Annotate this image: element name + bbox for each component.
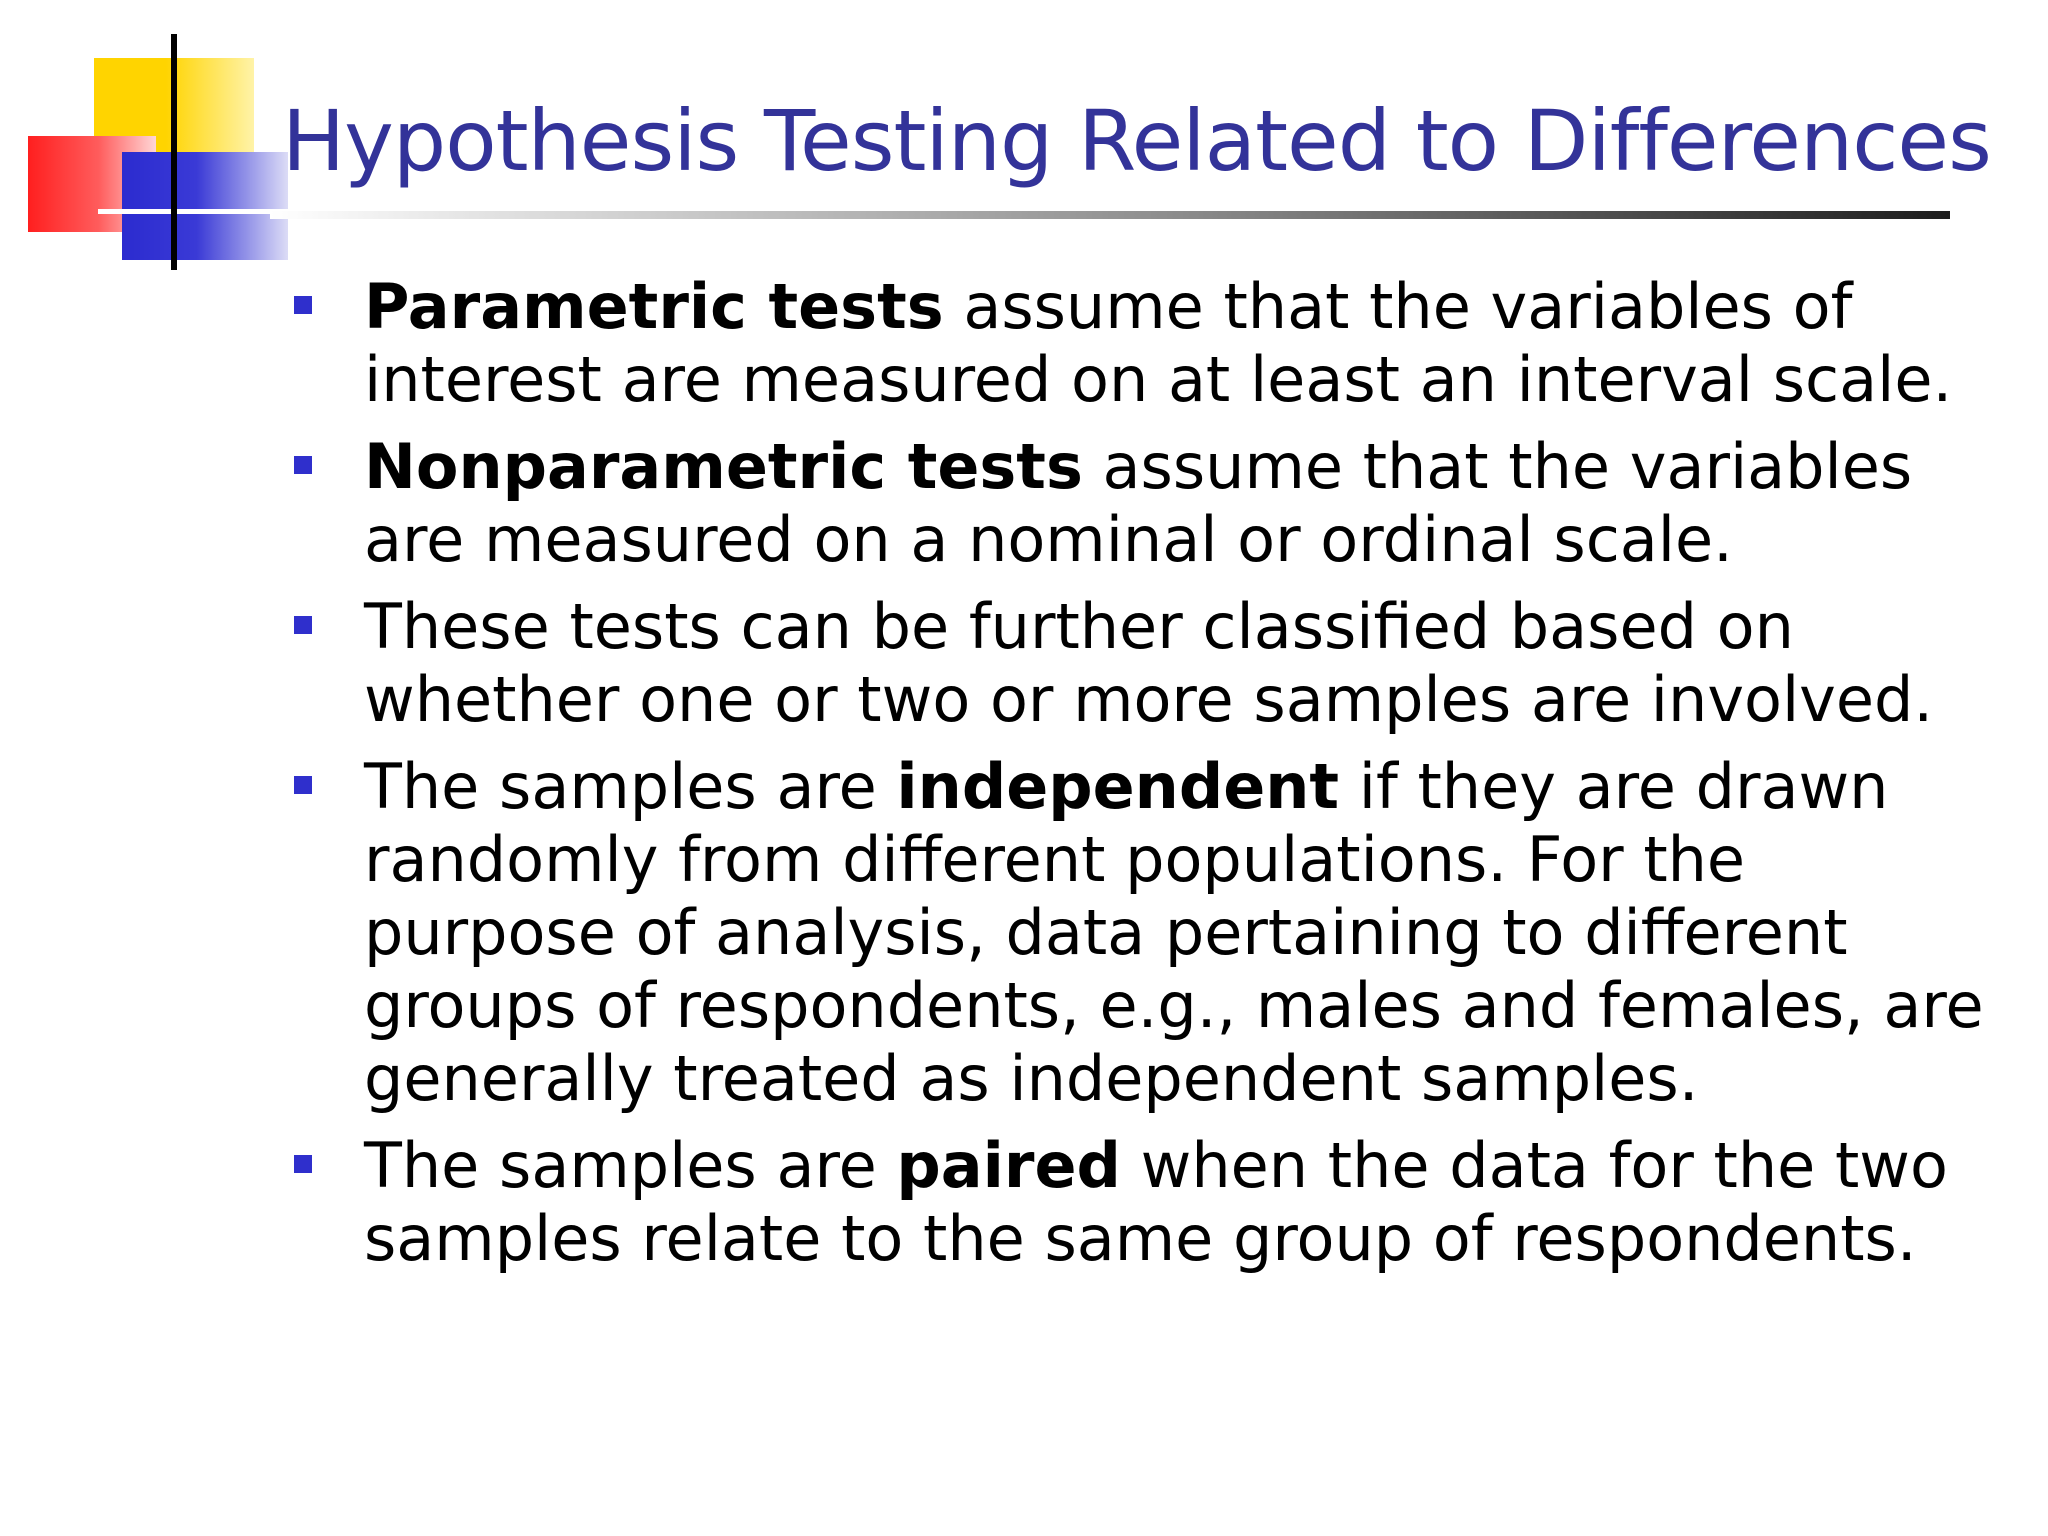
square-bullet-icon xyxy=(294,296,312,314)
bullet-bold-term: independent xyxy=(896,750,1340,823)
square-bullet-icon xyxy=(294,616,312,634)
bullet-item xyxy=(288,590,2008,736)
bullet-list xyxy=(288,270,2008,1289)
blue-square-decoration xyxy=(122,152,288,260)
bullet-bold-term: Nonparametric tests xyxy=(364,430,1083,503)
square-bullet-icon xyxy=(294,456,312,474)
bullet-pre-text: These tests can be further classified based on whether one or two or more samples are involved. xyxy=(364,590,1934,736)
bullet-item xyxy=(288,1129,2008,1275)
square-bullet-icon xyxy=(294,1155,312,1173)
bullet-text xyxy=(364,750,1984,1115)
bullet-bold-term: Parametric tests xyxy=(364,270,944,343)
bullet-text xyxy=(364,590,1933,736)
bullet-item xyxy=(288,750,2008,1115)
bullet-item xyxy=(288,430,2008,576)
vertical-line-decoration xyxy=(171,34,177,270)
slide-title: Hypothesis Testing Related to Differences xyxy=(282,92,1991,190)
bullet-text xyxy=(364,270,1952,416)
title-underline xyxy=(270,211,1950,219)
square-bullet-icon xyxy=(294,776,312,794)
bullet-post-text: if they are drawn randomly from different populations. For the purpose of analysis, data pertaining to different groups of respondents, e.g., males and females, are generally treated as independent samples. xyxy=(364,750,1984,1115)
bullet-post-text: assume that the variables are measured on a nominal or ordinal scale. xyxy=(364,430,1913,576)
bullet-post-text: assume that the variables of interest are measured on at least an interval scale. xyxy=(364,270,1953,416)
bullet-pre-text: The samples are xyxy=(364,1129,897,1202)
bullet-pre-text: The samples are xyxy=(364,750,897,823)
bullet-bold-term: paired xyxy=(896,1129,1121,1202)
bullet-post-text: when the data for the two samples relate to the same group of respondents. xyxy=(364,1129,1948,1275)
white-line-decoration xyxy=(98,209,288,214)
bullet-text xyxy=(364,1129,1948,1275)
bullet-item xyxy=(288,270,2008,416)
bullet-text xyxy=(364,430,1912,576)
